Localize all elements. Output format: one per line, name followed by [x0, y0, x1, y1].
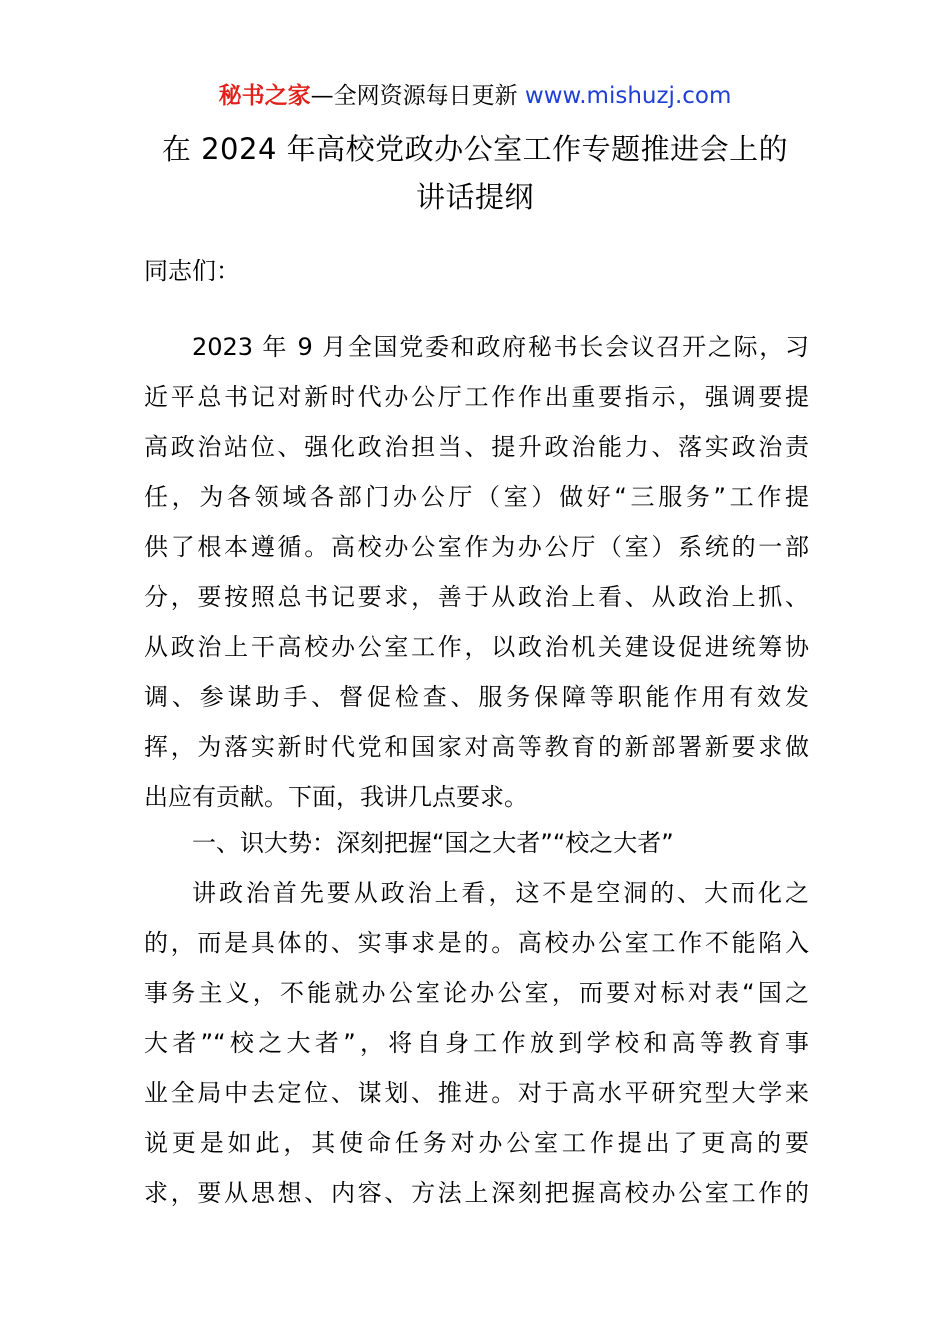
paragraph-line: 2023 年 9 月全国党委和政府秘书长会议召开之际，习: [192, 333, 809, 361]
paragraph-line: 出应有贡献。下面，我讲几点要求。: [144, 783, 528, 811]
site-url-link[interactable]: www.mishuzj.com: [524, 83, 732, 109]
paragraph-line: 高政治站位、强化政治担当、提升政治能力、落实政治责: [144, 433, 809, 461]
paragraph-2: [144, 868, 809, 1218]
paragraph-line: 求，要从思想、内容、方法上深刻把握高校办公室工作的: [144, 1179, 809, 1207]
section-heading-1: 一、识大势：深刻把握“国之大者”“校之大者”: [192, 829, 674, 857]
paragraph-line: 挥，为落实新时代党和国家对高等教育的新部署新要求做: [144, 733, 809, 761]
paragraph-line: 供了根本遵循。高校办公室作为办公厅（室）系统的一部: [144, 533, 809, 561]
salutation: 同志们：: [144, 257, 240, 285]
paragraph-1: [144, 322, 809, 822]
brand-name: 秘书之家: [218, 83, 311, 109]
header-tagline: —全网资源每日更新: [310, 83, 525, 109]
paragraph-line: 从政治上干高校办公室工作，以政治机关建设促进统筹协: [144, 633, 809, 661]
paragraph-line: 说更是如此，其使命任务对办公室工作提出了更高的要: [144, 1129, 809, 1157]
document-title-line-2: 讲话提纲: [415, 180, 534, 214]
paragraph-line: 事务主义，不能就办公室论办公室，而要对标对表“国之: [144, 979, 809, 1007]
paragraph-line: 大者”“校之大者”，将自身工作放到学校和高等教育事: [144, 1029, 809, 1057]
paragraph-line: 近平总书记对新时代办公厅工作作出重要指示，强调要提: [144, 383, 809, 411]
paragraph-line: 调、参谋助手、督促检查、服务保障等职能作用有效发: [144, 683, 809, 711]
paragraph-line: 的，而是具体的、实事求是的。高校办公室工作不能陷入: [144, 929, 809, 957]
paragraph-line: 讲政治首先要从政治上看，这不是空洞的、大而化之: [192, 879, 809, 907]
paragraph-line: 分，要按照总书记要求，善于从政治上看、从政治上抓、: [144, 583, 809, 611]
paragraph-line: 业全局中去定位、谋划、推进。对于高水平研究型大学来: [144, 1079, 809, 1107]
paragraph-line: 任，为各领域各部门办公厅（室）做好“三服务”工作提: [144, 483, 809, 511]
document-title-line-1: 在 2024 年高校党政办公室工作专题推进会上的: [161, 132, 789, 166]
site-watermark-header: [0, 80, 950, 112]
